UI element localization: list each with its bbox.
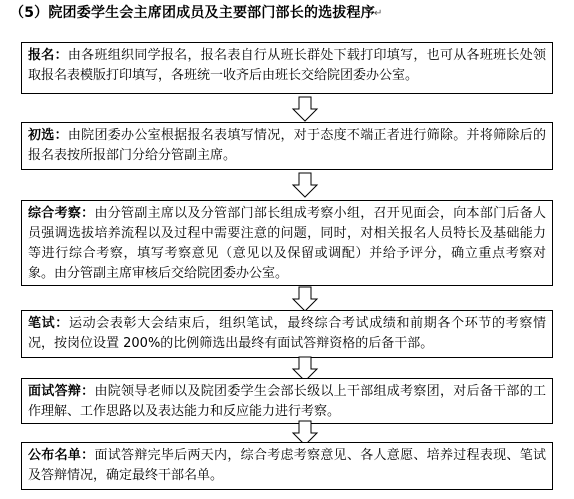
step-text: 由院领导老师以及院团委学生会部长级以上干部组成考察团，对后备干部的工作理解、工作思路以及表达能力和反应能力进行考察。 bbox=[28, 384, 546, 419]
paragraph-mark-icon: ↵ bbox=[374, 8, 383, 19]
step-label: 公布名单： bbox=[28, 448, 95, 463]
step-label: 笔试： bbox=[28, 316, 69, 331]
step-box-announcement bbox=[21, 442, 553, 490]
step-label: 初选： bbox=[28, 128, 68, 143]
step-box-written-exam bbox=[21, 310, 553, 358]
step-text: 由分管副主席以及分管部门部长组成考察小组，召开见面会，向本部门后备人员强调选拔培养流程以及过程中需要注意的问题，同时，对相关报名人员特长及基础能力等进行综合考察，填写考察意见（意见以及保留或调配）并给予评分，确立重点考察对象。由分管副主席审核后交给院团委办公室。 bbox=[28, 206, 546, 281]
step-label: 报名： bbox=[28, 48, 68, 63]
step-label: 综合考察： bbox=[28, 206, 95, 221]
step-box-assessment bbox=[21, 200, 553, 286]
step-text: 面试答辩完毕后两天内，综合考虑考察意见、各人意愿、培养过程表现、笔试及答辩情况，确定最终干部名单。 bbox=[28, 448, 546, 483]
step-text: 运动会表彰大会结束后，组织笔试，最终综合考试成绩和前期各个环节的考察情况，按岗位设置 200%的比例筛选出最终有面试答辩资格的后备干部。 bbox=[28, 316, 546, 351]
step-text: 由各班组织同学报名，报名表自行从班长群处下载打印填写，也可从各班班长处领取报名表模版打印填写，各班统一收齐后由班长交给院团委办公室。 bbox=[28, 48, 546, 83]
step-box-interview bbox=[21, 378, 553, 424]
document-title: （5）院团委学生会主席团成员及主要部门部长的选拔程序 bbox=[10, 5, 375, 21]
down-arrow-icon bbox=[291, 96, 319, 122]
down-arrow-icon bbox=[291, 286, 319, 312]
step-text: 由院团委办公室根据报名表填写情况，对于态度不端正者进行筛除。并将筛除后的报名表按所报部门分给分管副主席。 bbox=[28, 128, 546, 163]
step-label: 面试答辩： bbox=[28, 384, 95, 399]
step-box-signup bbox=[21, 42, 553, 94]
down-arrow-icon bbox=[291, 172, 319, 198]
step-box-preliminary bbox=[21, 122, 553, 170]
